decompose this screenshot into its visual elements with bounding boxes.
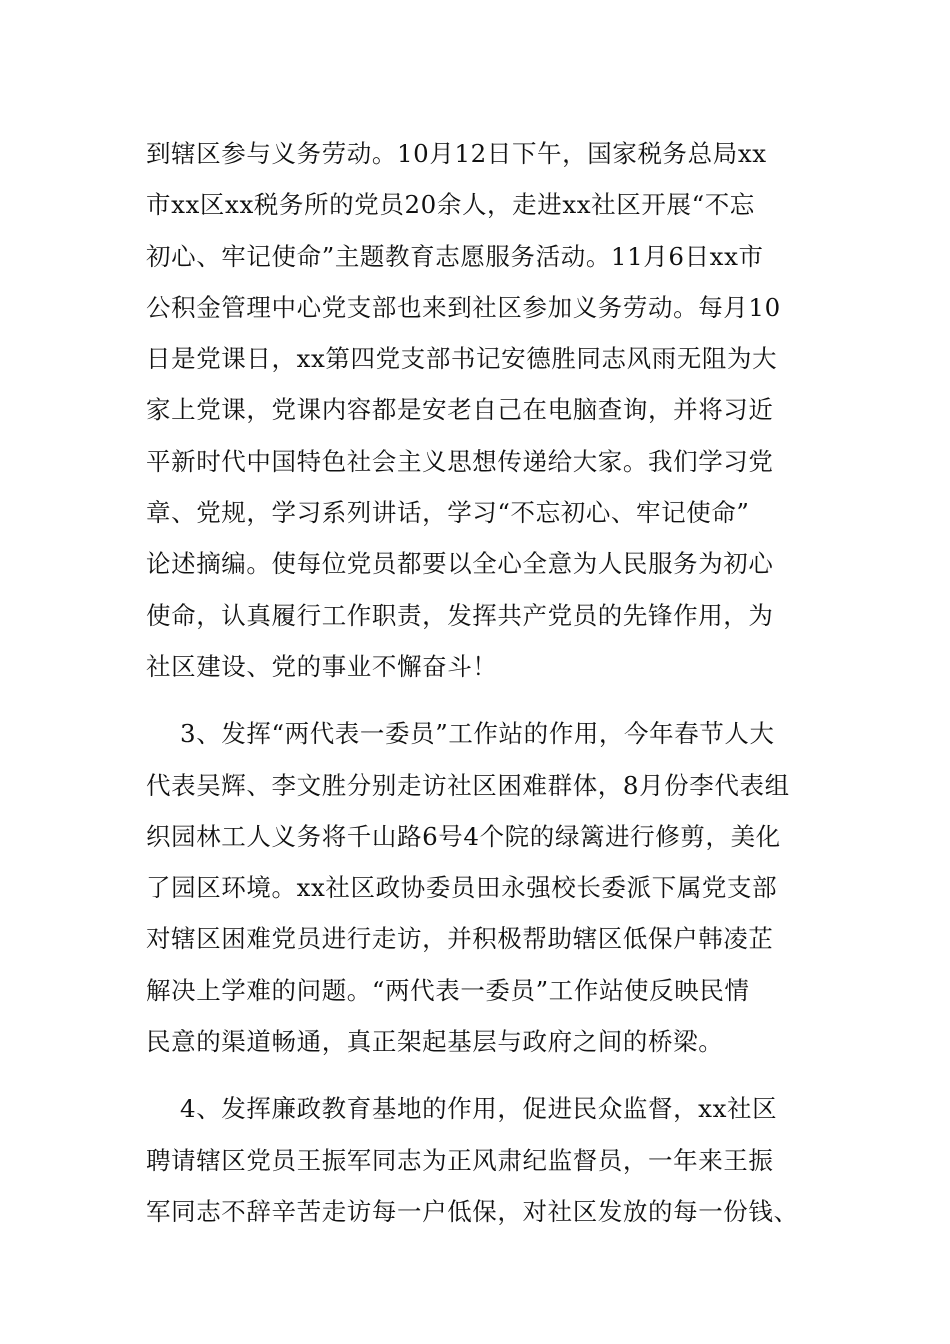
text-line: 章、党规，学习系列讲话，学习“不忘初心、牢记使命” (146, 498, 750, 528)
text-line: 代表吴辉、李文胜分别走访社区困难群体，8月份李代表组 (146, 770, 790, 800)
text-line: 平新时代中国特色社会主义思想传递给大家。我们学习党 (146, 446, 774, 476)
text-line: 日是党课日，xx第四党支部书记安德胜同志风雨无阻为大 (146, 344, 778, 374)
text-line: 市xx区xx税务所的党员20余人，走进xx社区开展“不忘 (146, 190, 755, 220)
text-line: 民意的渠道畅通，真正架起基层与政府之间的桥梁。 (146, 1027, 724, 1057)
text-line: 解决上学难的问题。“两代表一委员”工作站使反映民情 (146, 975, 750, 1005)
document-body (146, 128, 806, 1237)
text-line: 使命，认真履行工作职责，发挥共产党员的先锋作用，为 (146, 600, 774, 630)
paragraph-party-activities (146, 128, 806, 692)
text-line: 3、发挥“两代表一委员”工作站的作用，今年春节人大 (180, 719, 775, 749)
text-line: 织园林工人义务将千山路6号4个院的绿篱进行修剪，美化 (146, 821, 781, 851)
text-line: 初心、牢记使命”主题教育志愿服务活动。11月6日xx市 (146, 241, 764, 271)
text-line: 到辖区参与义务劳动。10月12日下午，国家税务总局xx (146, 139, 767, 168)
text-line: 家上党课，党课内容都是安老自己在电脑查询，并将习近 (146, 395, 774, 425)
text-line: 公积金管理中心党支部也来到社区参加义务劳动。每月10 (146, 292, 781, 322)
text-line: 军同志不辞辛苦走访每一户低保，对社区发放的每一份钱、 (146, 1196, 799, 1226)
text-line: 了园区环境。xx社区政协委员田永强校长委派下属党支部 (146, 873, 778, 903)
text-line: 4、发挥廉政教育基地的作用，促进民众监督，xx社区 (180, 1094, 778, 1124)
text-line: 论述摘编。使每位党员都要以全心全意为人民服务为初心 (146, 549, 774, 579)
paragraph-spacer (146, 1067, 806, 1083)
text-line: 聘请辖区党员王振军同志为正风肃纪监督员，一年来王振 (146, 1145, 774, 1175)
paragraph-integrity-education (146, 1083, 806, 1237)
paragraph-two-representatives (146, 708, 806, 1067)
text-line: 社区建设、党的事业不懈奋斗！ (146, 651, 498, 681)
text-line: 对辖区困难党员进行走访，并积极帮助辖区低保户韩凌芷 (146, 924, 774, 954)
paragraph-spacer (146, 692, 806, 708)
